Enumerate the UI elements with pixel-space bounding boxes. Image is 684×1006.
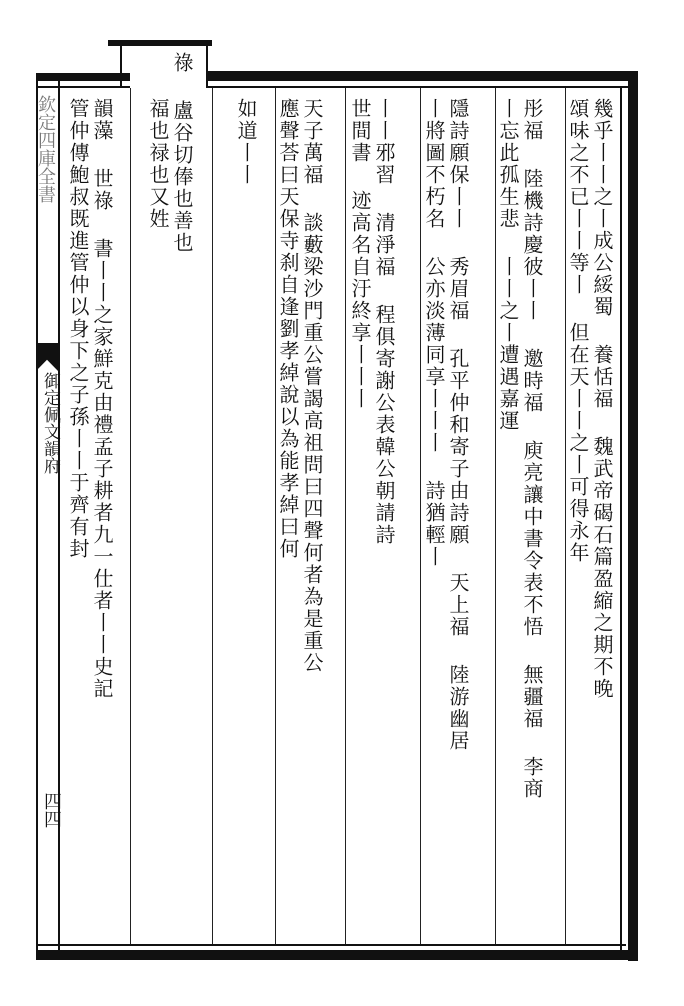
text-column: 彤福 陸機詩慶彼丨丨 邀時福 庾亮讓中書令表不悟 無疆福 李商 xyxy=(520,98,544,800)
text-column: 頌味之不已丨丨等丨 但在天丨丨之丨可得永年 xyxy=(566,98,590,564)
text-column: 福也禄也又姓 xyxy=(146,98,170,230)
text-column: 幾乎丨丨之丨成公綏蜀 養恬福 魏武帝碣石篇盈縮之期不晚 xyxy=(590,98,614,700)
text-column: 丨丨邪習 清淨福 程俱寄謝公表韓公朝請詩 xyxy=(372,98,396,546)
rhyme-box-top xyxy=(108,40,212,46)
frame-bottom-inner-border xyxy=(36,944,626,946)
text-column: 韻藻 世祿 書丨丨之家鮮克由禮孟子耕者九一仕者丨丨史記 xyxy=(90,98,114,700)
frame-top-border xyxy=(208,71,638,81)
rhyme-box-left xyxy=(120,40,122,88)
frame-right-border xyxy=(628,71,638,961)
text-column: 天子萬福 談藪梁沙門重公嘗謁高祖問曰四聲何者為是重公 xyxy=(300,98,324,674)
text-column: 如道丨丨 xyxy=(234,98,258,186)
text-column: 隱詩願保丨丨 秀眉福 孔平仲和寄子由詩願 天上福 陸游幽居 xyxy=(446,98,470,752)
text-column: 世間書 迹高名自汙終享丨丨丨 xyxy=(348,98,372,410)
text-column: 丨忘此孤生悲 丨丨之丨遭遇嘉運 xyxy=(496,98,520,432)
fish-tail-mark xyxy=(36,343,58,371)
column-rule xyxy=(212,88,213,944)
column-rule xyxy=(130,88,131,944)
text-column: 管仲傳鮑叔既進管仲以身下之子孫丨丨于齊有封 xyxy=(66,98,90,560)
text-column: 丨將圖不朽名 公亦淡薄同享丨丨丨 詩猶輕丨 xyxy=(422,98,446,568)
spine-text: 欽定四庫全書 xyxy=(35,95,56,203)
rhyme-box-right xyxy=(206,40,208,88)
frame-top-left-border xyxy=(36,73,130,81)
text-column-rhyme: 祿 盧谷切俸也善也 xyxy=(170,52,194,254)
column-rule xyxy=(420,88,421,944)
frame-top-inner-border xyxy=(208,86,638,88)
frame-top-left-inner-border xyxy=(36,86,130,88)
frame-right-inner-border xyxy=(620,86,622,958)
column-rule xyxy=(345,88,346,944)
page-number: 四四 xyxy=(41,792,62,828)
text-column: 應聲荅曰天保寺刹自逢劉孝綽說以為能孝綽曰何 xyxy=(276,98,300,560)
frame-bottom-border xyxy=(36,950,638,960)
book-title: 御定佩文韻府 xyxy=(40,372,60,474)
